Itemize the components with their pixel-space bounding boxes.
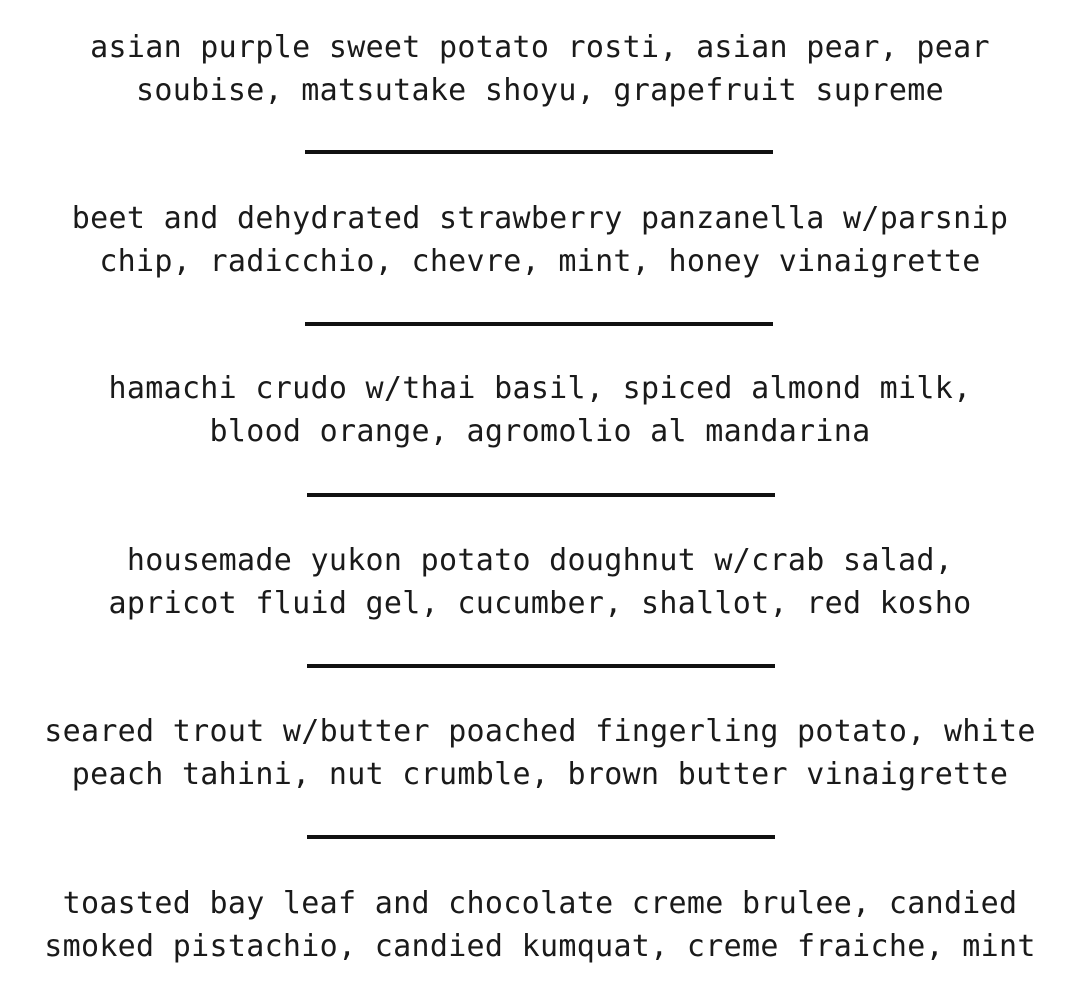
course-3-line-1: hamachi crudo w/thai basil, spiced almond milk,	[108, 371, 972, 406]
course-divider-3	[307, 493, 775, 497]
course-5-line-2: peach tahini, nut crumble, brown butter vinaigrette	[71, 757, 1009, 792]
course-divider-4	[307, 664, 775, 668]
menu-course-5	[0, 710, 1080, 796]
course-1-line-2: soubise, matsutake shoyu, grapefruit supreme	[136, 73, 944, 108]
course-2-line-2: chip, radicchio, chevre, mint, honey vinaigrette	[99, 244, 981, 279]
course-divider-1	[305, 150, 773, 154]
course-1-line-1: asian purple sweet potato rosti, asian pear, pear	[90, 30, 990, 65]
course-6-line-1: toasted bay leaf and chocolate creme brulee, candied	[62, 886, 1018, 921]
course-6-line-2: smoked pistachio, candied kumquat, creme fraiche, mint	[44, 929, 1036, 964]
course-divider-2	[305, 322, 773, 326]
menu-course-6	[0, 882, 1080, 968]
course-3-line-2: blood orange, agromolio al mandarina	[209, 414, 871, 449]
menu-course-4	[0, 539, 1080, 625]
course-2-line-1: beet and dehydrated strawberry panzanella w/parsnip	[71, 201, 1009, 236]
menu-course-2	[0, 197, 1080, 283]
menu-course-1	[0, 26, 1080, 112]
course-4-line-2: apricot fluid gel, cucumber, shallot, red kosho	[108, 586, 972, 621]
course-5-line-1: seared trout w/butter poached fingerling potato, white	[44, 714, 1036, 749]
course-divider-5	[307, 835, 775, 839]
course-4-line-1: housemade yukon potato doughnut w/crab salad,	[126, 543, 954, 578]
menu-course-3	[0, 367, 1080, 453]
